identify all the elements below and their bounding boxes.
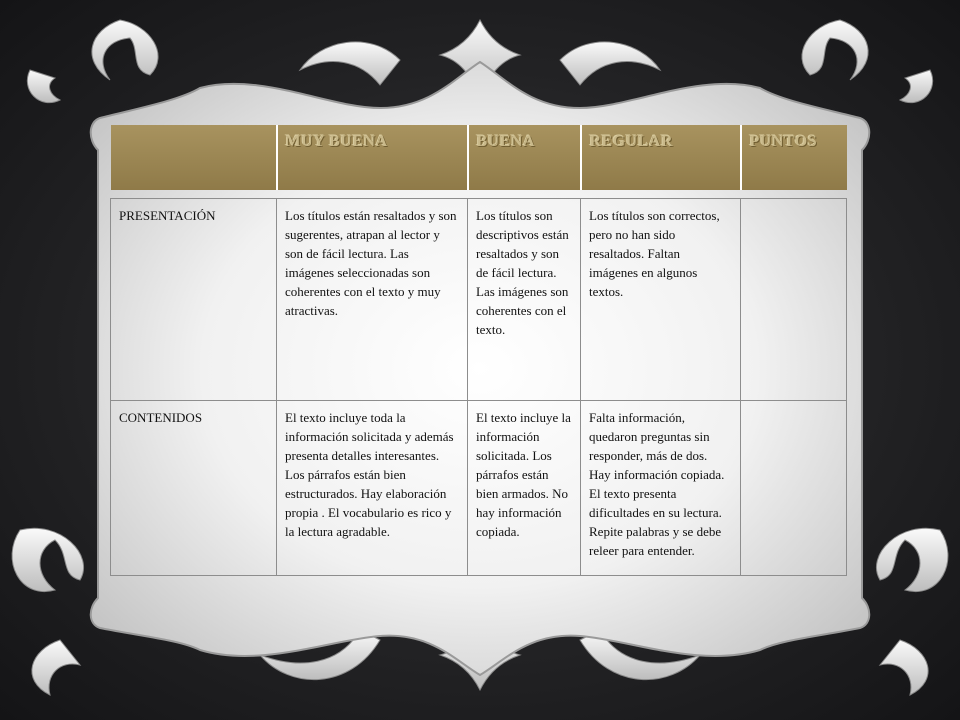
header-regular: REGULAR	[581, 125, 741, 190]
header-empty	[111, 125, 277, 190]
cell-contenidos-buena: El texto incluye la información solicitada. Los párrafos están bien armados. No hay información copiada.	[468, 401, 581, 576]
header-muy-buena: MUY BUENA	[277, 125, 468, 190]
header-puntos: PUNTOS	[741, 125, 847, 190]
cell-presentacion-puntos[interactable]	[741, 199, 847, 401]
header-row	[111, 125, 847, 190]
table-row	[111, 199, 847, 401]
row-label-contenidos: CONTENIDOS	[111, 401, 277, 576]
cell-presentacion-regular: Los títulos son correctos, pero no han sido resaltados. Faltan imágenes en algunos textos.	[581, 199, 741, 401]
cell-contenidos-puntos[interactable]	[741, 401, 847, 576]
spacer-cell	[111, 190, 847, 199]
cell-presentacion-muy-buena: Los títulos están resaltados y son sugerentes, atrapan al lector y son de fácil lectura. Las imágenes seleccionadas son coherentes con el texto y muy atractivas.	[277, 199, 468, 401]
cell-contenidos-muy-buena: El texto incluye toda la información solicitada y además presenta detalles interesantes. Los párrafos están bien estructurados. Hay elaboración propia . El vocabulario es rico y la lectura agradable.	[277, 401, 468, 576]
header-buena: BUENA	[468, 125, 581, 190]
rubric-table	[110, 125, 847, 576]
cell-contenidos-regular: Falta información, quedaron preguntas sin responder, más de dos. Hay información copiada. El texto presenta dificultades en su lectura. Repite palabras y se debe releer para entender.	[581, 401, 741, 576]
table-row	[111, 401, 847, 576]
spacer-row	[111, 190, 847, 199]
rubric-table-container	[110, 125, 846, 576]
cell-presentacion-buena: Los títulos son descriptivos están resaltados y son de fácil lectura. Las imágenes son coherentes con el texto.	[468, 199, 581, 401]
row-label-presentacion: PRESENTACIÓN	[111, 199, 277, 401]
